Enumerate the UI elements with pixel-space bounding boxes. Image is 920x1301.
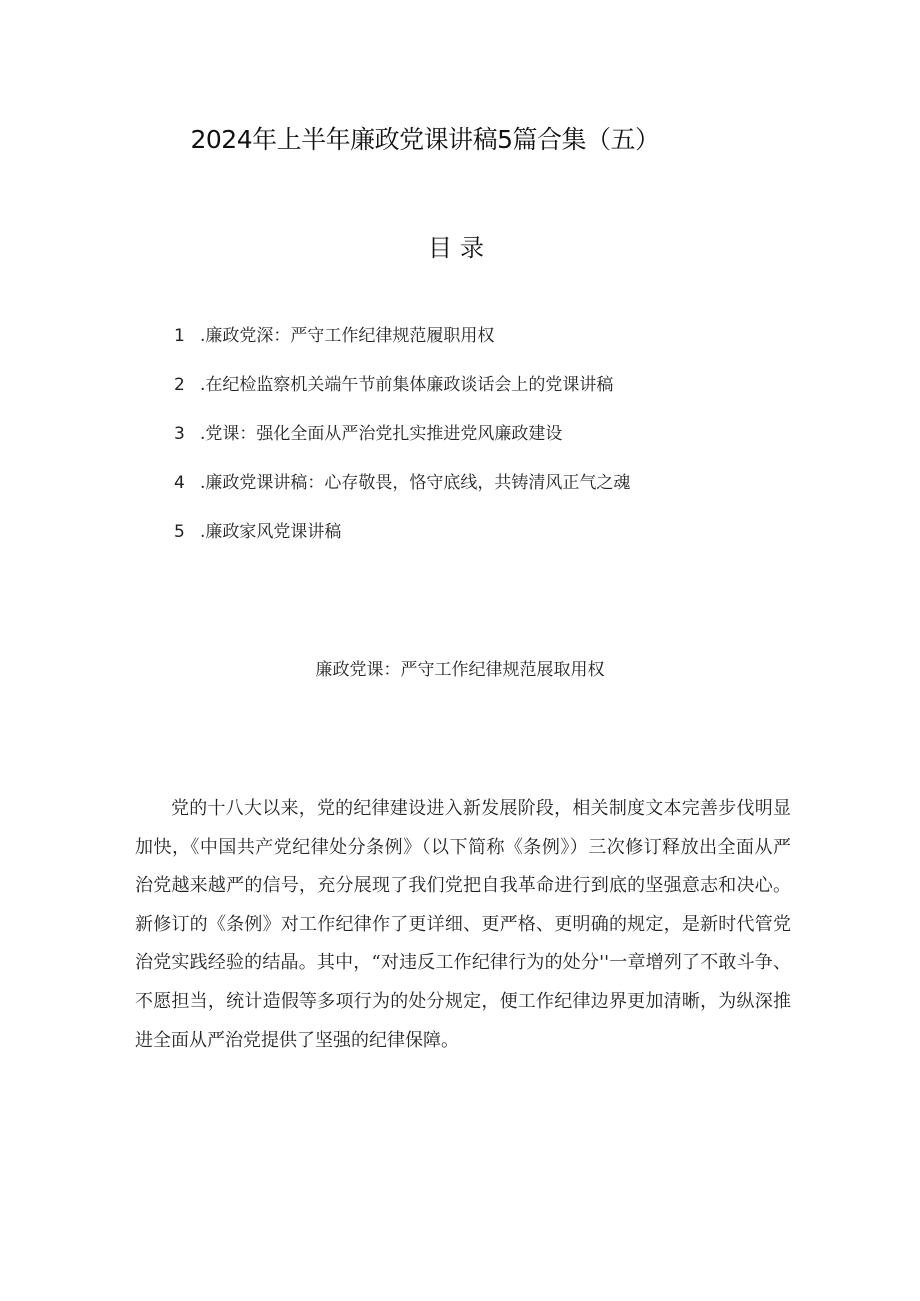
- toc-item: [174, 369, 630, 418]
- toc-item-number: 3: [174, 424, 185, 444]
- toc-item: [174, 516, 630, 565]
- toc-item-text: .党课：强化全面从严治党扎实推进党风廉政建设: [200, 424, 563, 444]
- table-of-contents: [174, 320, 630, 565]
- toc-item-text: .廉政党深：严守工作纪律规范履职用权: [200, 326, 495, 346]
- toc-item-text: .廉政党课讲稿：心存敬畏，恪守底线，共铸清风正气之魂: [200, 473, 631, 493]
- toc-item: [174, 418, 630, 467]
- toc-item-number: 2: [174, 375, 185, 395]
- body-paragraph: 党的十八大以来，党的纪律建设进入新发展阶段，相关制度文本完善步伐明显加快，《中国共产党纪律处分条例》（以下简称《条例》）三次修订释放出全面从严治党越来越严的信号，充分展现了我们党把自我革命进行到底的坚强意志和决心。新修订的《条例》对工作纪律作了更详细、更严格、更明确的规定，是新时代管党治党实践经验的结晶。其中，“对违反工作纪律行为的处分''一章增列了不敢斗争、不愿担当，统计造假等多项行为的处分规定，便工作纪律边界更加清晰，为纵深推进全面从严治党提供了坚强的纪律保障。: [135, 798, 791, 1051]
- toc-item: [174, 467, 630, 516]
- toc-item-number: 4: [174, 473, 185, 493]
- toc-item-number: 5: [174, 522, 185, 542]
- toc-item-number: 1: [174, 326, 185, 346]
- toc-item: [174, 320, 630, 369]
- toc-item-text: .在纪检监察机关端午节前集体廉政谈话会上的党课讲稿: [200, 375, 614, 395]
- section-title: 廉政党课：严守工作纪律规范展取用权: [315, 660, 605, 680]
- document-title: 2024年上半年廉政党课讲稿5篇合集（五）: [190, 125, 660, 154]
- toc-item-text: .廉政家风党课讲稿: [200, 522, 342, 542]
- toc-heading: 目录: [428, 234, 492, 262]
